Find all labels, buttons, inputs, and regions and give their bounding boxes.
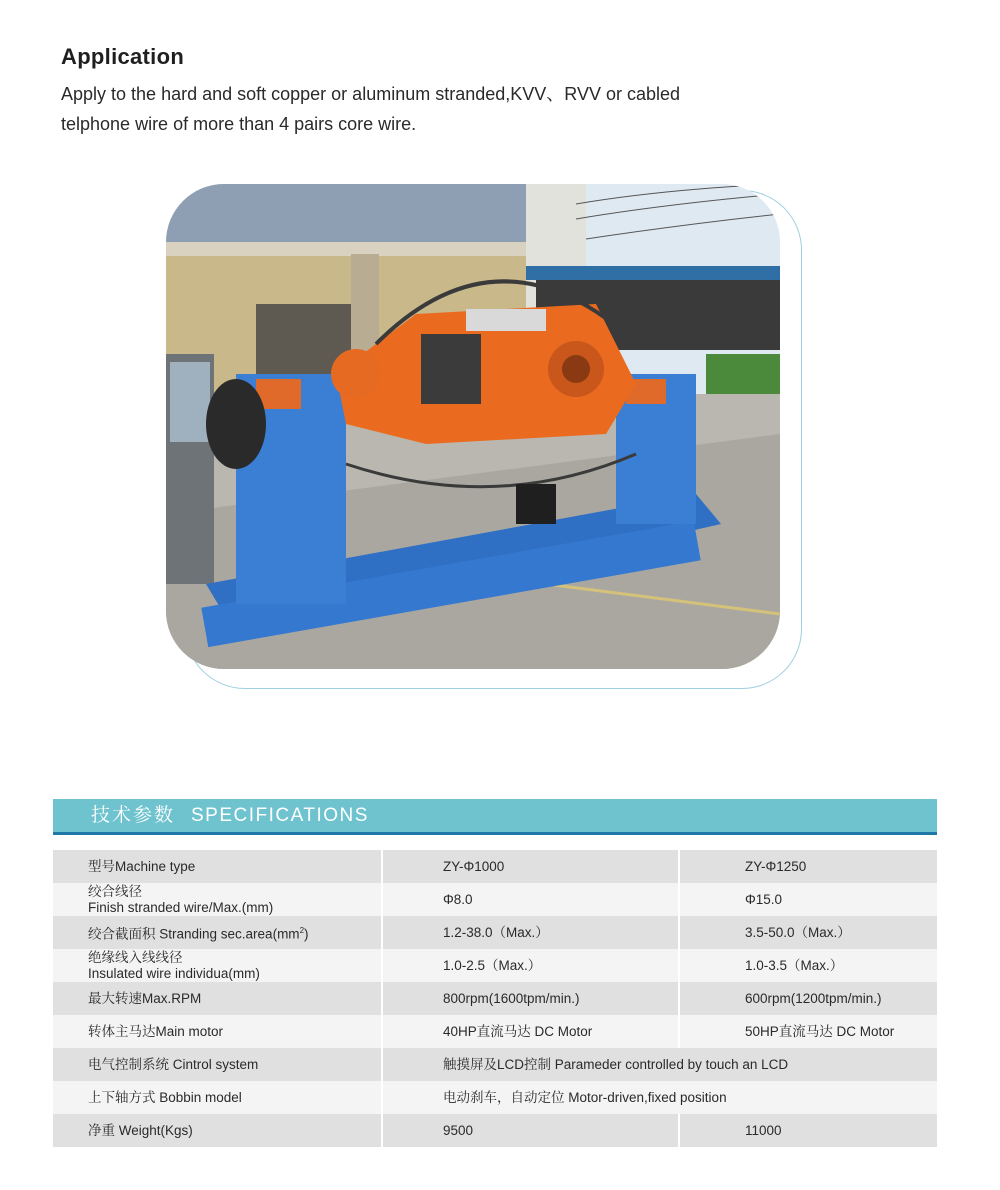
spec-label: 最大转速Max.RPM [53, 982, 382, 1015]
spec-value: 电动刹车，自动定位 Motor-driven,fixed position [382, 1081, 937, 1114]
spec-label-text: 绞合截面积 Stranding sec.area(mm [88, 926, 300, 942]
machine-photo [166, 184, 780, 669]
table-row [53, 949, 937, 982]
spec-label: 转体主马达Main motor [53, 1015, 382, 1048]
spec-value: 1.2-38.0（Max.） [382, 916, 679, 949]
spec-label-sup: 2 [299, 925, 305, 935]
specifications-table [53, 850, 937, 1147]
spec-label-cn: 绞合线径 [88, 883, 142, 899]
spec-label-en: Finish stranded wire/Max.(mm) [88, 899, 274, 915]
spec-value: Φ8.0 [382, 883, 679, 916]
spec-value: 600rpm(1200tpm/min.) [679, 982, 937, 1015]
spec-label: 电气控制系统 Cintrol system [53, 1048, 382, 1081]
table-row [53, 1081, 937, 1114]
spec-value: 1.0-2.5（Max.） [382, 949, 679, 982]
table-row [53, 1114, 937, 1147]
table-row [53, 850, 937, 883]
spec-label [53, 916, 382, 949]
spec-value: 11000 [679, 1114, 937, 1147]
spec-label-cn: 绝缘线入线线径 [88, 949, 183, 965]
application-description [61, 79, 821, 139]
spec-value: 触摸屏及LCD控制 Parameder controlled by touch an LCD [382, 1048, 937, 1081]
specifications-header-cn: 技术参数 [91, 805, 176, 826]
application-line-2: telphone wire of more than 4 pairs core wire. [61, 114, 417, 134]
spec-label: 上下轴方式 Bobbin model [53, 1081, 382, 1114]
spec-value: 800rpm(1600tpm/min.) [382, 982, 679, 1015]
table-row [53, 1015, 937, 1048]
specifications-header-en: SPECIFICATIONS [191, 805, 369, 826]
table-row [53, 883, 937, 916]
spec-label-end: ) [304, 926, 309, 942]
spec-label-en: Insulated wire individua(mm) [88, 965, 260, 981]
spec-value: Φ15.0 [679, 883, 937, 916]
specifications-header [53, 799, 937, 835]
spec-label [53, 883, 382, 916]
application-line-1: Apply to the hard and soft copper or aluminum stranded,KVV、RVV or cabled [61, 84, 681, 104]
spec-label: 型号Machine type [53, 850, 382, 883]
table-row [53, 1048, 937, 1081]
spec-value: ZY-Φ1250 [679, 850, 937, 883]
application-title: Application [61, 44, 185, 69]
spec-value: 1.0-3.5（Max.） [679, 949, 937, 982]
spec-label: 净重 Weight(Kgs) [53, 1114, 382, 1147]
spec-value: 9500 [382, 1114, 679, 1147]
spec-value: 3.5-50.0（Max.） [679, 916, 937, 949]
cabling-machine-illustration [166, 184, 780, 669]
spec-label [53, 949, 382, 982]
spec-value: 40HP直流马达 DC Motor [382, 1015, 679, 1048]
table-row [53, 916, 937, 949]
table-row [53, 982, 937, 1015]
spec-value: 50HP直流马达 DC Motor [679, 1015, 937, 1048]
spec-value: ZY-Φ1000 [382, 850, 679, 883]
